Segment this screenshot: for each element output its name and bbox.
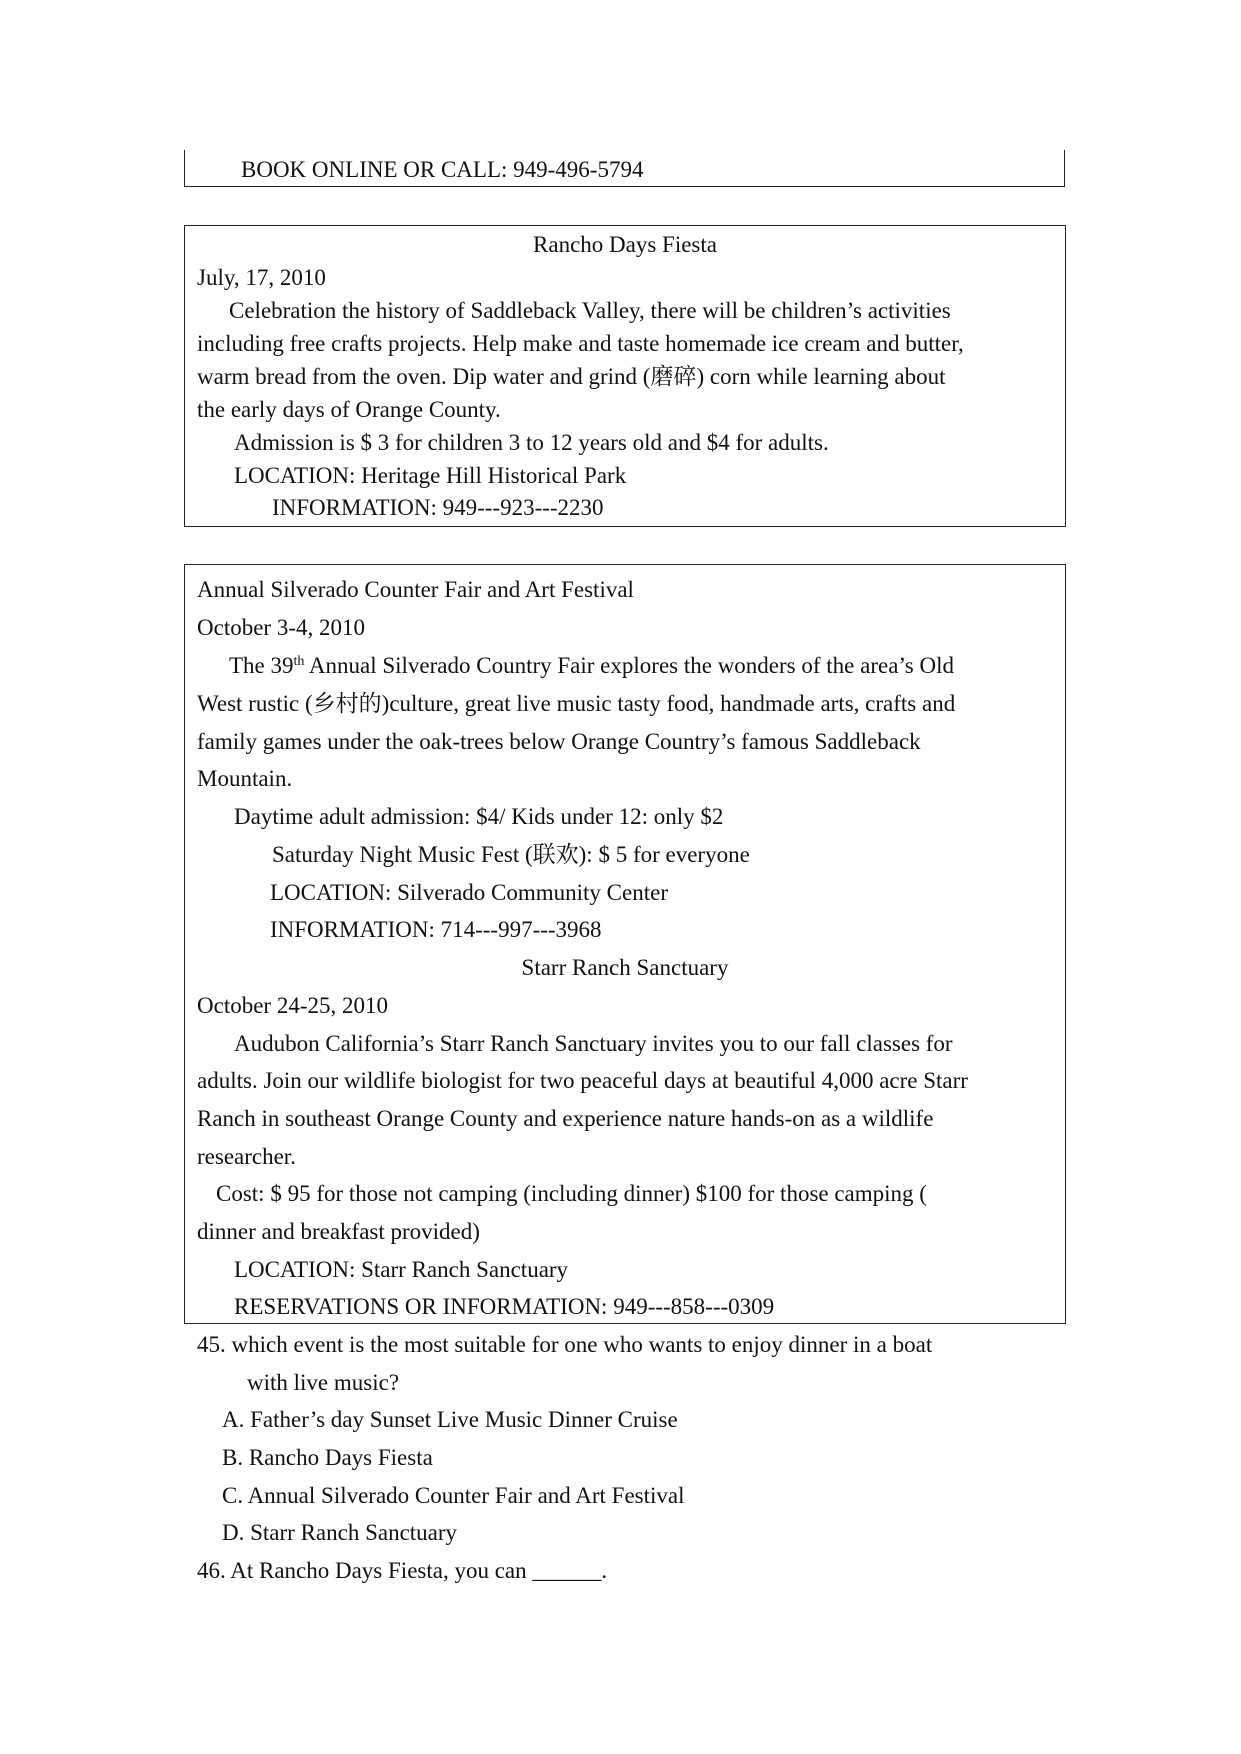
question-45-option-b: B. Rancho Days Fiesta	[222, 1445, 433, 1470]
question-45: 45. which event is the most suitable for one who wants to enjoy dinner in a boat	[197, 1332, 933, 1357]
silverado-starr-box	[184, 564, 1066, 1324]
rancho-admission: Admission is $ 3 for children 3 to 12 years old and $4 for adults.	[234, 430, 829, 455]
starr-para-line: researcher.	[197, 1144, 296, 1169]
rancho-location: LOCATION: Heritage Hill Historical Park	[234, 463, 627, 488]
booking-line: BOOK ONLINE OR CALL: 949-496-5794	[241, 157, 644, 182]
ordinal-superscript: th	[293, 654, 305, 669]
silverado-para-line: West rustic (乡村的)culture, great live music tasty food, handmade arts, crafts and	[197, 691, 956, 716]
silverado-para-line: Mountain.	[197, 766, 293, 791]
rancho-para-line: Celebration the history of Saddleback Valley, there will be children’s activities	[229, 298, 951, 323]
silverado-para-line: The 39th Annual Silverado Country Fair explores the wonders of the area’s Old	[229, 653, 955, 678]
starr-reservations: RESERVATIONS OR INFORMATION: 949---858---0309	[234, 1294, 775, 1319]
silverado-information: INFORMATION: 714---997---3968	[270, 917, 602, 942]
question-46: 46. At Rancho Days Fiesta, you can ______.	[197, 1558, 608, 1583]
silverado-admission: Daytime adult admission: $4/ Kids under 12: only $2	[234, 804, 724, 829]
starr-date: October 24-25, 2010	[197, 993, 388, 1018]
silverado-date: October 3-4, 2010	[197, 615, 365, 640]
question-45-continued: with live music?	[247, 1370, 400, 1395]
rancho-para-line: including free crafts projects. Help make and taste homemade ice cream and butter,	[197, 331, 964, 356]
silverado-location: LOCATION: Silverado Community Center	[270, 880, 668, 905]
silverado-para-line: family games under the oak-trees below Orange Country’s famous Saddleback	[197, 729, 921, 754]
rancho-para-line: warm bread from the oven. Dip water and grind (磨碎) corn while learning about	[197, 364, 946, 389]
starr-title: Starr Ranch Sanctuary	[521, 955, 729, 980]
rancho-para-line: the early days of Orange County.	[197, 397, 501, 422]
silverado-title: Annual Silverado Counter Fair and Art Festival	[197, 577, 634, 602]
starr-para-line: adults. Join our wildlife biologist for two peaceful days at beautiful 4,000 acre Starr	[197, 1068, 968, 1093]
question-45-option-c: C. Annual Silverado Counter Fair and Art Festival	[222, 1483, 685, 1508]
rancho-date: July, 17, 2010	[197, 265, 326, 290]
rancho-title: Rancho Days Fiesta	[533, 232, 717, 257]
starr-cost-line: Cost: $ 95 for those not camping (including dinner) $100 for those camping (	[216, 1181, 927, 1206]
question-45-option-d: D. Starr Ranch Sanctuary	[222, 1520, 458, 1545]
starr-para-line: Audubon California’s Starr Ranch Sanctuary invites you to our fall classes for	[234, 1031, 953, 1056]
silverado-music-fest: Saturday Night Music Fest (联欢): $ 5 for everyone	[272, 842, 750, 867]
starr-cost-line: dinner and breakfast provided)	[197, 1219, 480, 1244]
rancho-information: INFORMATION: 949---923---2230	[272, 495, 604, 520]
starr-para-line: Ranch in southeast Orange County and experience nature hands-on as a wildlife	[197, 1106, 934, 1131]
starr-location: LOCATION: Starr Ranch Sanctuary	[234, 1257, 569, 1282]
question-45-option-a: A. Father’s day Sunset Live Music Dinner Cruise	[222, 1407, 678, 1432]
